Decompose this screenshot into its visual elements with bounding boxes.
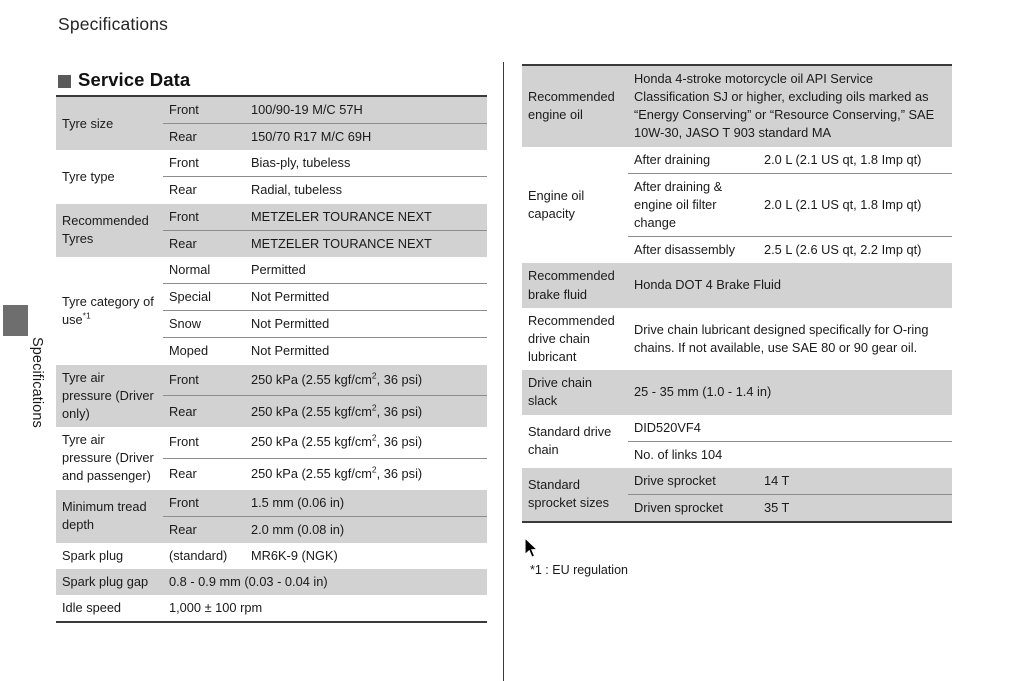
row-label: Tyre category of use$^{*1}$ [56,257,163,365]
row-value: 2.0 L (2.1 US qt, 1.8 Imp qt) [758,173,952,236]
row-label: Minimum tread depth [56,490,163,543]
row-label: Recommended engine oil [522,65,628,147]
side-tab-marker-icon [3,305,28,336]
row-subkey: Snow [163,311,245,338]
row-value: Honda 4-stroke motorcycle oil API Service Classification SJ or higher, excluding oils marked as “Energy Conserving” or “Resource Conserving,” SAE 10W-30, JASO T 903 standard MA [628,65,952,147]
row-subkey: Rear [163,458,245,489]
table-row [522,370,952,414]
row-subkey: Driven sprocket [628,494,758,522]
row-value: 2.5 L (2.6 US qt, 2.2 Imp qt) [758,237,952,264]
row-label: Tyre air pressure (Driver only) [56,365,163,427]
table-row [522,263,952,307]
row-subkey: Drive sprocket [628,468,758,495]
row-label: Tyre size [56,96,163,150]
row-subkey: Moped [163,338,245,365]
row-label: Recommended brake fluid [522,263,628,307]
row-subkey: After draining [628,147,758,174]
table-row [56,427,487,458]
mouse-cursor-icon [525,538,541,560]
footnote: *1 : EU regulation [530,563,628,577]
row-label: Idle speed [56,595,163,622]
row-subkey: Rear [163,396,245,427]
row-label: Spark plug [56,543,163,569]
row-subkey: After disassembly [628,237,758,264]
table-row [522,468,952,495]
filled-square-bullet-icon [58,75,71,88]
table-row [56,257,487,284]
row-value: 150/70 R17 M/C 69H [245,124,487,151]
row-value: METZELER TOURANCE NEXT [245,204,487,231]
row-value: 250 kPa (2.55 kgf/$cm^2$, 36 psi) [245,427,487,458]
row-subkey: Rear [163,516,245,543]
row-label: Recommended Tyres [56,204,163,257]
row-subkey: Front [163,365,245,396]
row-value: Honda DOT 4 Brake Fluid [628,263,952,307]
row-value: Bias-ply, tubeless [245,150,487,177]
row-subkey: Rear [163,230,245,257]
row-subkey: Front [163,150,245,177]
side-tab-strip [0,0,46,681]
row-value: 250 kPa (2.55 kgf/$cm^2$, 36 psi) [245,365,487,396]
row-value: 2.0 L (2.1 US qt, 1.8 Imp qt) [758,147,952,174]
row-value: 35 T [758,494,952,522]
row-value: METZELER TOURANCE NEXT [245,230,487,257]
row-subkey: Front [163,490,245,517]
side-tab-label[interactable]: Specifications [29,337,45,428]
row-label: Drive chain slack [522,370,628,414]
service-data-table-right [522,64,952,523]
section-heading [58,69,190,91]
row-subkey: Rear [163,124,245,151]
table-row [522,308,952,370]
row-value: Radial, tubeless [245,177,487,204]
table-row [56,150,487,177]
row-value: 14 T [758,468,952,495]
row-label: Standard drive chain [522,415,628,468]
table-row [56,569,487,595]
row-label: Tyre type [56,150,163,203]
row-label: Tyre air pressure (Driver and passenger) [56,427,163,489]
row-label: Standard sprocket sizes [522,468,628,522]
table-row [522,65,952,147]
row-value: Not Permitted [245,284,487,311]
row-value: 100/90-19 M/C 57H [245,96,487,124]
row-value: 2.0 mm (0.08 in) [245,516,487,543]
page-title: Specifications [58,14,169,34]
table-row [56,204,487,231]
row-value: 0.8 - 0.9 mm (0.03 - 0.04 in) [163,569,487,595]
row-value: 1,000 ± 100 rpm [163,595,487,622]
table-row [56,365,487,396]
row-subkey: Special [163,284,245,311]
row-value: Not Permitted [245,311,487,338]
table-row [522,147,952,174]
row-value: Permitted [245,257,487,284]
row-value: 250 kPa (2.55 kgf/$cm^2$, 36 psi) [245,396,487,427]
row-value: No. of links 104 [628,441,952,468]
row-value: 250 kPa (2.55 kgf/$cm^2$, 36 psi) [245,458,487,489]
row-subkey: After draining & engine oil filter change [628,173,758,236]
row-subkey: Front [163,204,245,231]
table-row [56,96,487,124]
row-label: Engine oil capacity [522,147,628,264]
table-row [56,543,487,569]
row-value: MR6K-9 (NGK) [245,543,487,569]
row-subkey: (standard) [163,543,245,569]
table-row [56,595,487,622]
column-divider [503,62,504,681]
section-heading-label: Service Data [78,69,191,90]
row-label: Spark plug gap [56,569,163,595]
left-column [56,95,487,623]
service-data-table-left [56,95,487,623]
row-value: Not Permitted [245,338,487,365]
row-label: Recommended drive chain lubricant [522,308,628,370]
row-value: 25 - 35 mm (1.0 - 1.4 in) [628,370,952,414]
row-value: Drive chain lubricant designed specifically for O-ring chains. If not available, use SAE 80 or 90 gear oil. [628,308,952,370]
row-value: 1.5 mm (0.06 in) [245,490,487,517]
row-subkey: Normal [163,257,245,284]
table-row [522,415,952,442]
row-subkey: Rear [163,177,245,204]
row-subkey: Front [163,427,245,458]
right-column [522,64,952,523]
row-value: DID520VF4 [628,415,952,442]
table-row [56,490,487,517]
row-subkey: Front [163,96,245,124]
